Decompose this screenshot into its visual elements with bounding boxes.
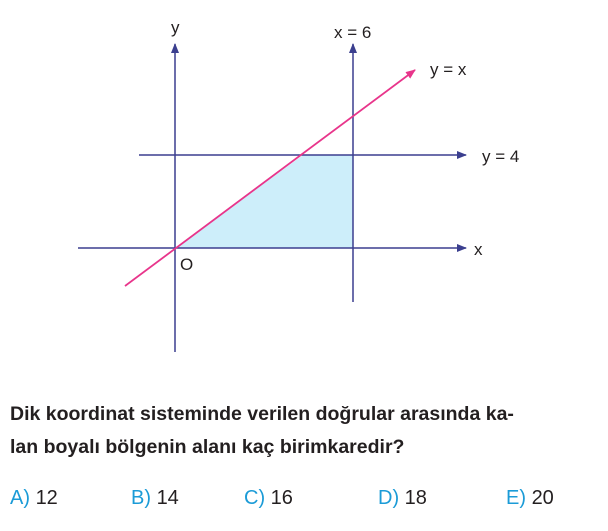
choice-value: 18 [404, 487, 427, 509]
line-y-equals-x [125, 70, 415, 286]
choice-letter: A) [10, 487, 30, 509]
x-axis-label: x [474, 240, 483, 259]
choice-value: 16 [270, 487, 293, 509]
choice-e[interactable] [506, 487, 554, 510]
choice-a[interactable] [10, 487, 58, 510]
choice-b[interactable] [131, 487, 179, 510]
choice-letter: E) [506, 487, 526, 509]
question-line-1: Dik koordinat sisteminde verilen doğrular arasında ka- [10, 403, 514, 425]
choice-value: 14 [156, 487, 179, 509]
question-line-2: lan boyalı bölgenin alanı kaç birimkaredir? [10, 436, 405, 458]
choice-value: 20 [531, 487, 554, 509]
origin-label: O [180, 255, 194, 274]
choice-value: 12 [35, 487, 58, 509]
line-y-equals-x-label: y = x [430, 60, 467, 79]
choice-c[interactable] [244, 487, 293, 510]
shaded-region [175, 155, 353, 248]
choice-letter: C) [244, 487, 266, 509]
line-x-equals-6-label: x = 6 [334, 23, 372, 42]
choice-letter: D) [378, 487, 400, 509]
choice-letter: B) [131, 487, 151, 509]
line-y-equals-4-label: y = 4 [482, 147, 520, 166]
choice-d[interactable] [378, 487, 427, 510]
y-axis-label: y [171, 18, 180, 37]
question-text [10, 398, 600, 464]
